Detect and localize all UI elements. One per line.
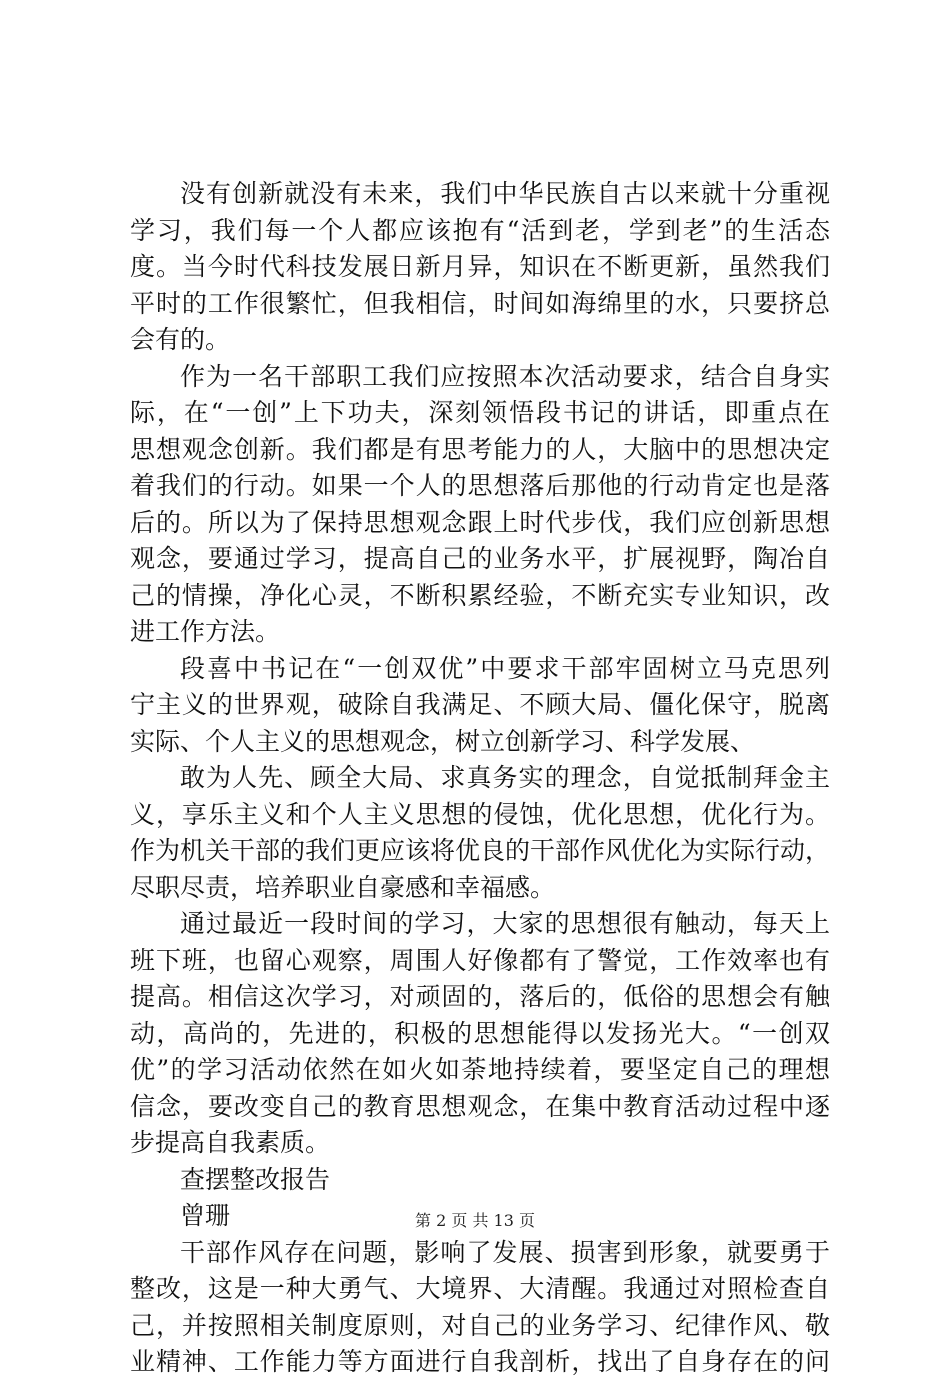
text-line: 己，并按照相关制度原则，对自己的业务学习、纪律作风、敬 xyxy=(130,1310,830,1340)
text-line: 度。当今时代科技发展日新月异，知识在不断更新，虽然我们 xyxy=(130,252,830,281)
text-line: 没有创新就没有未来，我们中华民族自古以来就十分重视 xyxy=(180,179,830,208)
text-line: 着我们的行动。如果一个人的思想落后那他的行动肯定也是落 xyxy=(130,471,830,500)
text-line: 班下班，也留心观察，周围人好像都有了警觉，工作效率也有 xyxy=(130,945,830,975)
text-line: 尽职尽责，培养职业自豪感和幸福感。 xyxy=(130,872,556,902)
text-line: 业精神、工作能力等方面进行自我剖析，找出了自身存在的问 xyxy=(130,1347,830,1376)
page-number-footer: 第 2 页 共 13 页 xyxy=(415,1211,535,1230)
text-line: 进工作方法。 xyxy=(130,617,281,646)
text-line: 干部作风存在问题，影响了发展、损害到形象，就要勇于 xyxy=(180,1237,830,1267)
text-line: 优”的学习活动依然在如火如荼地持续着，要坚定自己的理想 xyxy=(130,1055,830,1084)
text-line: 际，在“一创”上下功夫，深刻领悟段书记的讲话，即重点在 xyxy=(130,398,830,427)
text-line: 后的。所以为了保持思想观念跟上时代步伐，我们应创新思想 xyxy=(130,507,830,537)
document-body xyxy=(130,176,830,1381)
text-line: 义，享乐主义和个人主义思想的侵蚀，优化思想，优化行为。 xyxy=(130,799,830,829)
text-line: 会有的。 xyxy=(130,325,231,354)
text-line: 己的情操，净化心灵，不断积累经验，不断充实专业知识，改 xyxy=(130,580,830,610)
text-line: 通过最近一段时间的学习，大家的思想很有触动，每天上 xyxy=(180,909,830,938)
text-line: 敢为人先、顾全大局、求真务实的理念，自觉抵制拜金主 xyxy=(180,763,830,792)
text-line: 观念，要通过学习，提高自己的业务水平，扩展视野，陶冶自 xyxy=(130,544,830,573)
text-line: 段喜中书记在“一创双优”中要求干部牢固树立马克思列 xyxy=(180,653,830,683)
text-line: 学习，我们每一个人都应该抱有“活到老，学到老”的生活态 xyxy=(130,215,830,245)
text-line: 作为机关干部的我们更应该将优良的干部作风优化为实际行动， xyxy=(130,836,830,865)
text-line: 信念，要改变自己的教育思想观念，在集中教育活动过程中逐 xyxy=(130,1091,830,1121)
text-line: 曾珊 xyxy=(180,1201,231,1230)
text-line: 整改，这是一种大勇气、大境界、大清醒。我通过对照检查自 xyxy=(130,1274,830,1303)
text-line: 动，高尚的，先进的，积极的思想能得以发扬光大。“一创双 xyxy=(130,1018,830,1048)
text-line: 提高。相信这次学习，对顽固的，落后的，低俗的思想会有触 xyxy=(130,982,830,1011)
text-line: 思想观念创新。我们都是有思考能力的人，大脑中的思想决定 xyxy=(130,434,830,464)
text-line: 宁主义的世界观，破除自我满足、不顾大局、僵化保守，脱离 xyxy=(130,690,830,719)
text-line: 平时的工作很繁忙，但我相信，时间如海绵里的水，只要挤总 xyxy=(130,288,830,318)
text-line: 查摆整改报告 xyxy=(180,1164,331,1194)
text-line: 实际、个人主义的思想观念，树立创新学习、科学发展、 xyxy=(130,726,756,756)
text-line: 作为一名干部职工我们应按照本次活动要求，结合自身实 xyxy=(180,361,830,391)
text-line: 步提高自我素质。 xyxy=(130,1128,331,1157)
